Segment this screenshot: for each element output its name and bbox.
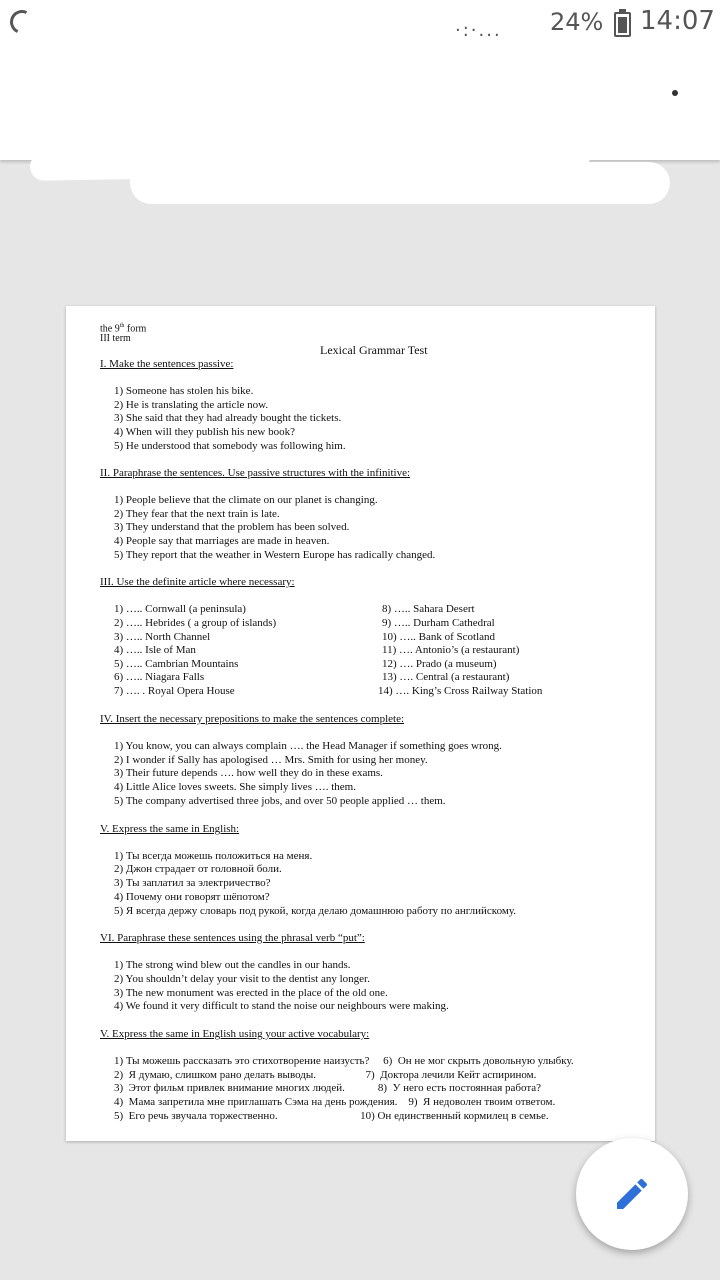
sync-icon [7,7,38,38]
list-item: 5) The company advertised three jobs, and over 50 people applied … them. [114,795,446,807]
list-item: 7) …. . Royal Opera House [114,685,235,697]
edit-button[interactable] [576,1138,688,1250]
list-item: 9) ….. Durham Cathedral [382,617,495,629]
list-item: 1) Ты можешь рассказать это стихотворение наизусть? 6) Он не мог скрыть довольную улыбку. [114,1055,574,1067]
list-item: 2) Джон страдает от головной боли. [114,863,282,875]
list-item: 10) ….. Bank of Scotland [382,631,496,643]
list-item: 3) They understand that the problem has been solved. [114,521,350,533]
list-item: 4) Мама запретила мне приглашать Сэма на день рождения. 9) Я недоволен твоим ответом. [114,1096,556,1108]
list-item: 3) The new monument was erected in the place of the old one. [114,987,388,999]
signal-icon: ·:·... [455,20,502,41]
section-heading: I. Make the sentences passive: [100,358,234,370]
app-bar [0,48,720,160]
list-item: 3) Ты заплатил за электричество? [114,877,271,889]
clock: 14:07 [640,6,715,36]
section-heading: II. Paraphrase the sentences. Use passive structures with the infinitive: [100,467,411,479]
section-heading: III. Use the definite article where necessary: [100,576,295,588]
list-item: 2) You shouldn’t delay your visit to the dentist any longer. [114,973,370,985]
list-item: 13) …. Central (a restaurant) [382,671,510,683]
pencil-icon [612,1174,652,1214]
list-item: 1) People believe that the climate on our planet is changing. [114,494,378,506]
list-item: 3) Their future depends …. how well they do in these exams. [114,767,383,779]
list-item: 6) ….. Niagara Falls [114,671,205,683]
list-item: 4) Little Alice loves sweets. She simply lives …. them. [114,781,356,793]
document-title: Lexical Grammar Test [320,343,428,357]
list-item: 2) I wonder if Sally has apologised … Mrs. Smith for using her money. [114,754,428,766]
list-item: 5) ….. Cambrian Mountains [114,658,239,670]
section-heading: IV. Insert the necessary prepositions to make the sentences complete: [100,713,405,725]
list-item: 5) Я всегда держу словарь под рукой, когда делаю домашнюю работу по английскому. [114,905,516,917]
battery-icon [614,12,631,37]
list-item: 5) Его речь звучала торжественно. 10) Он единственный кормилец в семье. [114,1110,549,1122]
list-item: 14) …. King’s Cross Railway Station [378,685,543,697]
status-bar [0,0,720,48]
list-item: 4) Почему они говорят шёпотом? [114,891,270,903]
list-item: 1) The strong wind blew out the candles in our hands. [114,959,351,971]
redacted-region [130,162,670,204]
list-item: 2) Я думаю, слишком рано делать выводы. 7) Доктора лечили Кейт аспирином. [114,1069,537,1081]
list-item: 2) ….. Hebrides ( a group of islands) [114,617,277,629]
list-item: 1) ….. Cornwall (a peninsula) [114,603,246,615]
battery-percentage: 24% [550,8,604,36]
section-heading: VI. Paraphrase these sentences using the phrasal verb “put”: [100,932,365,944]
list-item: 3) Этот фильм привлек внимание многих людей. 8) У него есть постоянная работа? [114,1082,542,1094]
list-item: 2) He is translating the article now. [114,399,269,411]
section-heading: V. Express the same in English: [100,823,240,835]
list-item: 4) ….. Isle of Man [114,644,196,656]
list-item: 4) People say that marriages are made in heaven. [114,535,330,547]
list-item: 5) They report that the weather in Western Europe has radically changed. [114,549,436,561]
list-item: 3) ….. North Channel [114,631,211,643]
list-item: 3) She said that they had already bought the tickets. [114,412,342,424]
list-item: 5) He understood that somebody was following him. [114,440,346,452]
list-item: 1) Someone has stolen his bike. [114,385,254,397]
list-item: 4) When will they publish his new book? [114,426,295,438]
list-item: 1) Ты всегда можешь положиться на меня. [114,850,313,862]
more-options-icon[interactable] [672,90,678,96]
list-item: 8) ….. Sahara Desert [382,603,475,615]
list-item: 2) They fear that the next train is late. [114,508,280,520]
list-item: 1) You know, you can always complain …. the Head Manager if something goes wrong. [114,740,502,752]
document-page [66,306,655,1141]
section-heading: V. Express the same in English using your active vocabulary: [100,1028,370,1040]
list-item: 11) …. Antonio’s (a restaurant) [382,644,520,656]
form-label: the 9th form [100,323,147,335]
list-item: 4) We found it very difficult to stand the noise our neighbours were making. [114,1000,449,1012]
list-item: 12) …. Prado (a museum) [382,658,497,670]
term-label: III term [100,333,131,344]
